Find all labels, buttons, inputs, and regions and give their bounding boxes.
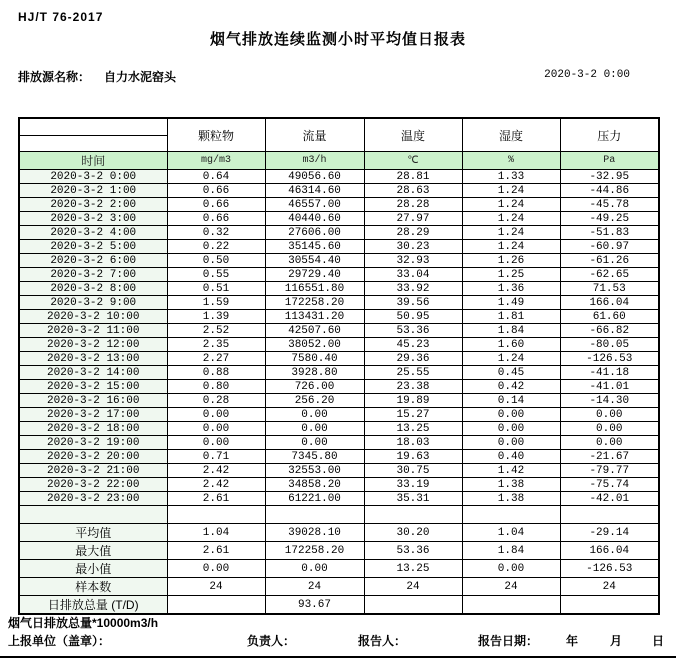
value-cell: -49.25 bbox=[560, 212, 659, 226]
time-cell: 2020-3-2 19:00 bbox=[19, 436, 167, 450]
summary-value: 24 bbox=[265, 578, 364, 596]
unit-cell: % bbox=[462, 152, 560, 170]
value-cell: 0.42 bbox=[462, 380, 560, 394]
value-cell: 27.97 bbox=[364, 212, 462, 226]
value-cell: 38052.00 bbox=[265, 338, 364, 352]
time-cell: 2020-3-2 6:00 bbox=[19, 254, 167, 268]
report-standard: HJ/T 76-2017 bbox=[18, 10, 104, 24]
summary-value bbox=[167, 596, 265, 615]
value-cell: 1.60 bbox=[462, 338, 560, 352]
time-header-cell: 时间 bbox=[19, 152, 167, 170]
column-header: 压力 bbox=[560, 118, 659, 152]
summary-value bbox=[560, 596, 659, 615]
value-cell: 0.00 bbox=[167, 436, 265, 450]
table-row bbox=[19, 212, 659, 226]
spacer-time-cell bbox=[19, 506, 167, 524]
spacer-cell bbox=[167, 506, 265, 524]
value-cell: 0.64 bbox=[167, 170, 265, 184]
value-cell: 40440.60 bbox=[265, 212, 364, 226]
value-cell: 0.71 bbox=[167, 450, 265, 464]
summary-value: -126.53 bbox=[560, 560, 659, 578]
blank-upper-cell bbox=[20, 119, 167, 136]
emission-source bbox=[18, 68, 176, 85]
value-cell: 2.42 bbox=[167, 478, 265, 492]
time-cell: 2020-3-2 16:00 bbox=[19, 394, 167, 408]
table-row bbox=[19, 338, 659, 352]
report-date-label: 报告日期： bbox=[478, 634, 539, 648]
summary-label: 平均值 bbox=[19, 524, 167, 542]
time-cell: 2020-3-2 13:00 bbox=[19, 352, 167, 366]
value-cell: 0.50 bbox=[167, 254, 265, 268]
value-cell: -44.86 bbox=[560, 184, 659, 198]
summary-value: 172258.20 bbox=[265, 542, 364, 560]
table-row bbox=[19, 198, 659, 212]
value-cell: 30.23 bbox=[364, 240, 462, 254]
table-row bbox=[19, 324, 659, 338]
value-cell: 27606.00 bbox=[265, 226, 364, 240]
value-cell: 0.80 bbox=[167, 380, 265, 394]
value-cell: -14.30 bbox=[560, 394, 659, 408]
value-cell: 0.66 bbox=[167, 184, 265, 198]
responsible-label: 负责人： bbox=[247, 634, 296, 648]
table-row bbox=[19, 394, 659, 408]
value-cell: 256.20 bbox=[265, 394, 364, 408]
table-row bbox=[19, 254, 659, 268]
value-cell: 15.27 bbox=[364, 408, 462, 422]
value-cell: 19.63 bbox=[364, 450, 462, 464]
value-cell: 34858.20 bbox=[265, 478, 364, 492]
unit-cell: ℃ bbox=[364, 152, 462, 170]
column-header: 流量 bbox=[265, 118, 364, 152]
value-cell: 0.00 bbox=[560, 408, 659, 422]
table-row bbox=[19, 352, 659, 366]
value-cell: 3928.80 bbox=[265, 366, 364, 380]
value-cell: 0.00 bbox=[167, 408, 265, 422]
value-cell: 0.66 bbox=[167, 198, 265, 212]
value-cell: 23.38 bbox=[364, 380, 462, 394]
value-cell: 45.23 bbox=[364, 338, 462, 352]
summary-label: 样本数 bbox=[19, 578, 167, 596]
summary-value: 24 bbox=[462, 578, 560, 596]
value-cell: -45.78 bbox=[560, 198, 659, 212]
value-cell: -41.18 bbox=[560, 366, 659, 380]
table-row bbox=[19, 464, 659, 478]
value-cell: 0.32 bbox=[167, 226, 265, 240]
value-cell: 0.22 bbox=[167, 240, 265, 254]
table-row bbox=[19, 296, 659, 310]
value-cell: 28.29 bbox=[364, 226, 462, 240]
time-cell: 2020-3-2 20:00 bbox=[19, 450, 167, 464]
value-cell: -126.53 bbox=[560, 352, 659, 366]
hourly-average-table bbox=[18, 117, 660, 615]
table-row bbox=[19, 170, 659, 184]
value-cell: 166.04 bbox=[560, 296, 659, 310]
value-cell: 0.14 bbox=[462, 394, 560, 408]
value-cell: 0.55 bbox=[167, 268, 265, 282]
value-cell: 35.31 bbox=[364, 492, 462, 506]
value-cell: 71.53 bbox=[560, 282, 659, 296]
time-cell: 2020-3-2 10:00 bbox=[19, 310, 167, 324]
column-header: 湿度 bbox=[462, 118, 560, 152]
value-cell: 1.81 bbox=[462, 310, 560, 324]
value-cell: -51.83 bbox=[560, 226, 659, 240]
table-row bbox=[19, 184, 659, 198]
value-cell: -80.05 bbox=[560, 338, 659, 352]
summary-value: 0.00 bbox=[265, 560, 364, 578]
value-cell: 28.28 bbox=[364, 198, 462, 212]
value-cell: 19.89 bbox=[364, 394, 462, 408]
summary-value bbox=[364, 596, 462, 615]
summary-value: 24 bbox=[364, 578, 462, 596]
value-cell: 0.00 bbox=[462, 436, 560, 450]
day-label: 日 bbox=[652, 634, 665, 648]
value-cell: -60.97 bbox=[560, 240, 659, 254]
time-cell: 2020-3-2 7:00 bbox=[19, 268, 167, 282]
value-cell: 1.36 bbox=[462, 282, 560, 296]
value-cell: 61.60 bbox=[560, 310, 659, 324]
value-cell: 0.88 bbox=[167, 366, 265, 380]
value-cell: 0.40 bbox=[462, 450, 560, 464]
value-cell: 1.38 bbox=[462, 478, 560, 492]
unit-cell: Pa bbox=[560, 152, 659, 170]
source-name-label: 排放源名称： bbox=[18, 70, 91, 84]
value-cell: 2.27 bbox=[167, 352, 265, 366]
summary-row bbox=[19, 542, 659, 560]
table-row bbox=[19, 436, 659, 450]
time-cell: 2020-3-2 12:00 bbox=[19, 338, 167, 352]
spacer-row bbox=[19, 506, 659, 524]
time-cell: 2020-3-2 18:00 bbox=[19, 422, 167, 436]
value-cell: 46314.60 bbox=[265, 184, 364, 198]
value-cell: 113431.20 bbox=[265, 310, 364, 324]
value-cell: 0.66 bbox=[167, 212, 265, 226]
value-cell: 0.00 bbox=[560, 436, 659, 450]
value-cell: 0.00 bbox=[462, 422, 560, 436]
summary-value: 24 bbox=[560, 578, 659, 596]
table-row bbox=[19, 310, 659, 324]
value-cell: 30.75 bbox=[364, 464, 462, 478]
summary-value: 1.84 bbox=[462, 542, 560, 560]
value-cell: 0.00 bbox=[462, 408, 560, 422]
value-cell: 29729.40 bbox=[265, 268, 364, 282]
summary-row bbox=[19, 596, 659, 615]
spacer-cell bbox=[364, 506, 462, 524]
summary-value: 24 bbox=[167, 578, 265, 596]
time-cell: 2020-3-2 15:00 bbox=[19, 380, 167, 394]
summary-row bbox=[19, 524, 659, 542]
value-cell: 0.00 bbox=[265, 422, 364, 436]
value-cell: -61.26 bbox=[560, 254, 659, 268]
value-cell: 46557.00 bbox=[265, 198, 364, 212]
value-cell: 42507.60 bbox=[265, 324, 364, 338]
value-cell: 1.24 bbox=[462, 240, 560, 254]
value-cell: -21.67 bbox=[560, 450, 659, 464]
table-row bbox=[19, 282, 659, 296]
value-cell: -62.65 bbox=[560, 268, 659, 282]
summary-row bbox=[19, 560, 659, 578]
value-cell: 30554.40 bbox=[265, 254, 364, 268]
unit-cell: m3/h bbox=[265, 152, 364, 170]
time-cell: 2020-3-2 2:00 bbox=[19, 198, 167, 212]
bottom-rule bbox=[0, 656, 676, 658]
value-cell: 1.24 bbox=[462, 184, 560, 198]
value-cell: 1.24 bbox=[462, 352, 560, 366]
time-cell: 2020-3-2 5:00 bbox=[19, 240, 167, 254]
table-row bbox=[19, 240, 659, 254]
summary-value: 93.67 bbox=[265, 596, 364, 615]
value-cell: 53.36 bbox=[364, 324, 462, 338]
value-cell: 33.19 bbox=[364, 478, 462, 492]
summary-value: 2.61 bbox=[167, 542, 265, 560]
summary-value: 1.04 bbox=[462, 524, 560, 542]
summary-value bbox=[462, 596, 560, 615]
summary-row bbox=[19, 578, 659, 596]
value-cell: 49056.60 bbox=[265, 170, 364, 184]
unit-cell: mg/m3 bbox=[167, 152, 265, 170]
page-title: 烟气排放连续监测小时平均值日报表 bbox=[209, 31, 466, 48]
value-cell: 0.00 bbox=[560, 422, 659, 436]
value-cell: 1.59 bbox=[167, 296, 265, 310]
time-cell: 2020-3-2 17:00 bbox=[19, 408, 167, 422]
time-cell: 2020-3-2 11:00 bbox=[19, 324, 167, 338]
value-cell: 28.63 bbox=[364, 184, 462, 198]
value-cell: 50.95 bbox=[364, 310, 462, 324]
time-cell: 2020-3-2 0:00 bbox=[19, 170, 167, 184]
value-cell: 7345.80 bbox=[265, 450, 364, 464]
value-cell: 1.49 bbox=[462, 296, 560, 310]
value-cell: -41.01 bbox=[560, 380, 659, 394]
source-name: 自力水泥窑头 bbox=[104, 70, 177, 84]
column-header: 温度 bbox=[364, 118, 462, 152]
table-row bbox=[19, 478, 659, 492]
table-row bbox=[19, 380, 659, 394]
value-cell: 7580.40 bbox=[265, 352, 364, 366]
table-row bbox=[19, 450, 659, 464]
value-cell: 2.35 bbox=[167, 338, 265, 352]
report-datetime: 2020-3-2 0:00 bbox=[544, 69, 630, 81]
value-cell: 0.51 bbox=[167, 282, 265, 296]
value-cell: 1.38 bbox=[462, 492, 560, 506]
table-row bbox=[19, 268, 659, 282]
summary-value: 53.36 bbox=[364, 542, 462, 560]
time-cell: 2020-3-2 8:00 bbox=[19, 282, 167, 296]
year-label: 年 bbox=[566, 634, 579, 648]
value-cell: 2.52 bbox=[167, 324, 265, 338]
time-cell: 2020-3-2 3:00 bbox=[19, 212, 167, 226]
units-row bbox=[19, 152, 659, 170]
value-cell: 33.04 bbox=[364, 268, 462, 282]
time-cell: 2020-3-2 1:00 bbox=[19, 184, 167, 198]
value-cell: 33.92 bbox=[364, 282, 462, 296]
value-cell: 25.55 bbox=[364, 366, 462, 380]
value-cell: 35145.60 bbox=[265, 240, 364, 254]
value-cell: 0.00 bbox=[265, 408, 364, 422]
value-cell: 1.24 bbox=[462, 198, 560, 212]
value-cell: 172258.20 bbox=[265, 296, 364, 310]
time-cell: 2020-3-2 21:00 bbox=[19, 464, 167, 478]
table-row bbox=[19, 408, 659, 422]
time-cell: 2020-3-2 4:00 bbox=[19, 226, 167, 240]
value-cell: 32.93 bbox=[364, 254, 462, 268]
month-label: 月 bbox=[610, 634, 623, 648]
reporter-label: 报告人： bbox=[358, 634, 407, 648]
table-header-row bbox=[19, 118, 659, 152]
value-cell: -79.77 bbox=[560, 464, 659, 478]
value-cell: 116551.80 bbox=[265, 282, 364, 296]
value-cell: 2.42 bbox=[167, 464, 265, 478]
value-cell: 1.24 bbox=[462, 226, 560, 240]
value-cell: 29.36 bbox=[364, 352, 462, 366]
value-cell: 1.84 bbox=[462, 324, 560, 338]
table-row bbox=[19, 226, 659, 240]
value-cell: 726.00 bbox=[265, 380, 364, 394]
footer-note: 烟气日排放总量*10000m3/h bbox=[8, 616, 159, 630]
value-cell: 18.03 bbox=[364, 436, 462, 450]
value-cell: -42.01 bbox=[560, 492, 659, 506]
value-cell: 0.00 bbox=[167, 422, 265, 436]
summary-label: 最小值 bbox=[19, 560, 167, 578]
value-cell: 1.26 bbox=[462, 254, 560, 268]
summary-label: 日排放总量 (T/D) bbox=[19, 596, 167, 615]
time-cell: 2020-3-2 9:00 bbox=[19, 296, 167, 310]
value-cell: 13.25 bbox=[364, 422, 462, 436]
value-cell: 61221.00 bbox=[265, 492, 364, 506]
summary-value: 0.00 bbox=[462, 560, 560, 578]
summary-value: -29.14 bbox=[560, 524, 659, 542]
summary-value: 1.04 bbox=[167, 524, 265, 542]
summary-label: 最大值 bbox=[19, 542, 167, 560]
value-cell: 1.39 bbox=[167, 310, 265, 324]
summary-value: 30.20 bbox=[364, 524, 462, 542]
table-row bbox=[19, 492, 659, 506]
time-cell: 2020-3-2 23:00 bbox=[19, 492, 167, 506]
spacer-cell bbox=[462, 506, 560, 524]
summary-value: 13.25 bbox=[364, 560, 462, 578]
time-cell: 2020-3-2 14:00 bbox=[19, 366, 167, 380]
column-header: 颗粒物 bbox=[167, 118, 265, 152]
summary-value: 39028.10 bbox=[265, 524, 364, 542]
value-cell: -32.95 bbox=[560, 170, 659, 184]
time-cell: 2020-3-2 22:00 bbox=[19, 478, 167, 492]
table-row bbox=[19, 422, 659, 436]
value-cell: 2.61 bbox=[167, 492, 265, 506]
summary-value: 0.00 bbox=[167, 560, 265, 578]
time-header-blank-cell bbox=[19, 118, 167, 152]
summary-value: 166.04 bbox=[560, 542, 659, 560]
value-cell: 1.33 bbox=[462, 170, 560, 184]
value-cell: 28.81 bbox=[364, 170, 462, 184]
spacer-cell bbox=[265, 506, 364, 524]
value-cell: 32553.00 bbox=[265, 464, 364, 478]
spacer-cell bbox=[560, 506, 659, 524]
value-cell: 1.24 bbox=[462, 212, 560, 226]
signature-row bbox=[0, 632, 676, 650]
value-cell: 39.56 bbox=[364, 296, 462, 310]
value-cell: 1.25 bbox=[462, 268, 560, 282]
blank-lower-cell bbox=[20, 136, 167, 151]
value-cell: 0.28 bbox=[167, 394, 265, 408]
value-cell: 1.42 bbox=[462, 464, 560, 478]
value-cell: 0.45 bbox=[462, 366, 560, 380]
report-unit-label: 上报单位（盖章）： bbox=[8, 634, 111, 648]
value-cell: 0.00 bbox=[265, 436, 364, 450]
value-cell: -66.82 bbox=[560, 324, 659, 338]
table-row bbox=[19, 366, 659, 380]
value-cell: -75.74 bbox=[560, 478, 659, 492]
